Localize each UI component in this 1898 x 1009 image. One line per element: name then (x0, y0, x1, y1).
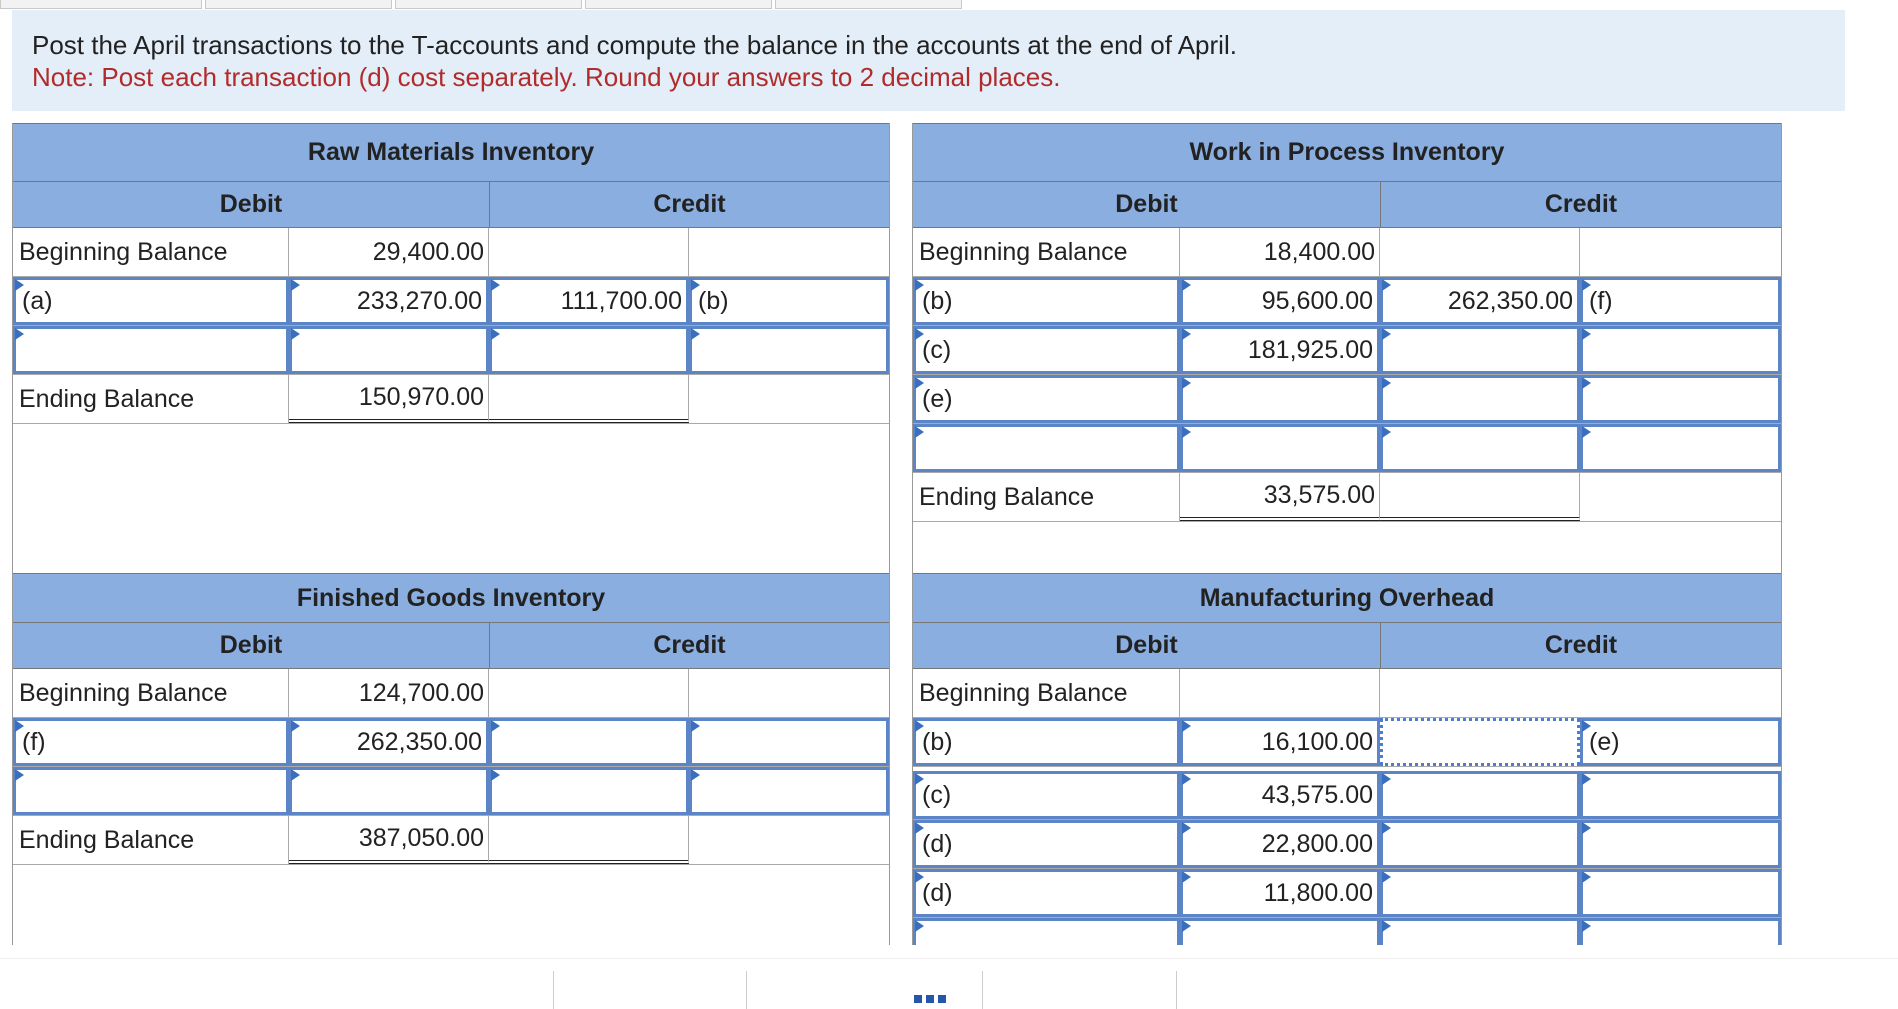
debit-label-input[interactable]: (f) (13, 718, 289, 766)
ending-balance-credit (489, 816, 689, 864)
debit-heading: Debit (1115, 631, 1178, 659)
debit-credit-header (913, 623, 1781, 669)
account-title: Raw Materials Inventory (13, 123, 889, 182)
credit-label-input[interactable] (1580, 326, 1781, 374)
credit-label-input[interactable] (689, 767, 889, 815)
beginning-balance-debit: 29,400.00 (289, 228, 489, 276)
credit-amount-input[interactable] (1380, 424, 1580, 472)
ending-balance-row (13, 816, 889, 865)
debit-label-input[interactable]: (a) (13, 277, 289, 325)
debit-label-input[interactable] (913, 424, 1180, 472)
empty-cell (489, 228, 689, 276)
transaction-row (913, 277, 1781, 326)
beginning-balance-row (913, 669, 1781, 718)
debit-label-input[interactable]: (b) (913, 277, 1180, 325)
ending-balance-label: Ending Balance (13, 816, 289, 864)
beginning-balance-debit: 18,400.00 (1180, 228, 1380, 276)
beginning-balance-row (13, 669, 889, 718)
debit-amount-input[interactable] (289, 326, 489, 374)
credit-heading: Credit (653, 631, 726, 659)
credit-amount-input[interactable] (1380, 326, 1580, 374)
instruction-note: Note: Post each transaction (d) cost separately. Round your answers to 2 decimal places. (32, 62, 1061, 92)
credit-amount-input[interactable] (1380, 918, 1580, 945)
beginning-balance-debit: 124,700.00 (289, 669, 489, 717)
debit-amount-input[interactable]: 22,800.00 (1180, 820, 1380, 868)
t-account-work-in-process (912, 123, 1782, 573)
empty-cell (689, 228, 889, 276)
credit-label-input[interactable] (1580, 820, 1781, 868)
credit-label-input[interactable]: (f) (1580, 277, 1781, 325)
credit-amount-input[interactable] (489, 767, 689, 815)
debit-label-input[interactable]: (c) (913, 771, 1180, 819)
debit-amount-input[interactable] (289, 767, 489, 815)
transaction-row (13, 767, 889, 816)
debit-credit-header (13, 182, 889, 228)
account-title: Manufacturing Overhead (913, 573, 1781, 623)
debit-label-input[interactable]: (d) (913, 869, 1180, 917)
credit-label-input[interactable] (1580, 424, 1781, 472)
beginning-balance-row (13, 228, 889, 277)
tab[interactable] (0, 0, 202, 9)
empty-cell (489, 669, 689, 717)
ending-balance-label: Ending Balance (913, 473, 1180, 521)
debit-credit-header (913, 182, 1781, 228)
credit-label-input[interactable] (1580, 918, 1781, 945)
ending-balance-debit: 150,970.00 (289, 375, 489, 423)
ending-balance-row (913, 473, 1781, 522)
credit-label-input[interactable] (1580, 771, 1781, 819)
debit-amount-input[interactable]: 16,100.00 (1180, 718, 1380, 766)
credit-heading: Credit (1544, 190, 1618, 218)
credit-amount-input[interactable]: 262,350.00 (1380, 277, 1580, 325)
transaction-row (913, 326, 1781, 375)
credit-amount-input[interactable] (1380, 771, 1580, 819)
credit-label-input[interactable] (1580, 375, 1781, 423)
transaction-row (913, 375, 1781, 424)
credit-amount-input[interactable] (1380, 869, 1580, 917)
beginning-balance-debit (1180, 669, 1380, 717)
ending-balance-row (13, 375, 889, 424)
debit-amount-input[interactable] (1180, 918, 1380, 945)
debit-label-input[interactable]: (d) (913, 820, 1180, 868)
debit-amount-input[interactable]: 262,350.00 (289, 718, 489, 766)
debit-label-input[interactable] (13, 326, 289, 374)
debit-heading: Debit (1115, 190, 1178, 218)
debit-amount-input[interactable]: 43,575.00 (1180, 771, 1380, 819)
tab[interactable] (585, 0, 772, 9)
debit-amount-input[interactable]: 11,800.00 (1180, 869, 1380, 917)
instructions-box (12, 10, 1845, 111)
credit-amount-input[interactable] (489, 718, 689, 766)
transaction-row (13, 718, 889, 767)
beginning-balance-label: Beginning Balance (913, 228, 1180, 276)
transaction-row (913, 869, 1781, 918)
account-title: Finished Goods Inventory (13, 573, 889, 623)
credit-label-input[interactable] (1580, 869, 1781, 917)
debit-label-input[interactable] (913, 918, 1180, 945)
transaction-row (13, 277, 889, 326)
empty-cell (1380, 228, 1580, 276)
debit-amount-input[interactable]: 95,600.00 (1180, 277, 1380, 325)
instruction-text: Post the April transactions to the T-accounts and compute the balance in the accounts at the end of April. (32, 30, 1237, 60)
t-account-finished-goods (12, 573, 890, 945)
tab-strip (0, 0, 1845, 8)
transaction-row-partial (913, 918, 1781, 945)
credit-amount-input[interactable] (1380, 820, 1580, 868)
credit-amount-input[interactable]: 111,700.00 (489, 277, 689, 325)
t-account-raw-materials (12, 123, 890, 573)
debit-label-input[interactable]: (b) (913, 718, 1180, 766)
credit-label-input[interactable]: (e) (1580, 718, 1781, 766)
debit-amount-input[interactable] (1180, 375, 1380, 423)
tab[interactable] (205, 0, 392, 9)
credit-heading: Credit (1544, 631, 1618, 659)
t-account-manufacturing-overhead (912, 573, 1782, 945)
beginning-balance-label: Beginning Balance (913, 669, 1180, 717)
credit-amount-input[interactable] (489, 326, 689, 374)
transaction-row (13, 326, 889, 375)
transaction-row (913, 424, 1781, 473)
empty-cell (1380, 669, 1781, 717)
credit-amount-input[interactable] (1380, 375, 1580, 423)
debit-credit-header (13, 623, 889, 669)
credit-label-input[interactable] (689, 326, 889, 374)
ending-balance-label: Ending Balance (13, 375, 289, 423)
credit-heading: Credit (653, 190, 726, 218)
credit-label-input[interactable]: (b) (689, 277, 889, 325)
empty-cell (689, 669, 889, 717)
tab[interactable] (775, 0, 962, 9)
ending-balance-credit (489, 375, 689, 423)
beginning-balance-row (913, 228, 1781, 277)
account-title: Work in Process Inventory (913, 123, 1781, 182)
debit-label-input[interactable]: (c) (913, 326, 1180, 374)
beginning-balance-label: Beginning Balance (13, 228, 289, 276)
transaction-row (913, 771, 1781, 820)
debit-heading: Debit (219, 190, 283, 218)
credit-label-input[interactable] (689, 718, 889, 766)
debit-amount-input[interactable] (1180, 424, 1380, 472)
debit-label-input[interactable] (13, 767, 289, 815)
transaction-row (913, 718, 1781, 767)
debit-amount-input[interactable]: 181,925.00 (1180, 326, 1380, 374)
beginning-balance-label: Beginning Balance (13, 669, 289, 717)
tab[interactable] (395, 0, 582, 9)
transaction-row (913, 820, 1781, 869)
empty-cell (1580, 228, 1781, 276)
question-grid-icon[interactable] (914, 995, 950, 1009)
ending-balance-debit: 33,575.00 (1180, 473, 1380, 521)
ending-balance-debit: 387,050.00 (289, 816, 489, 864)
question-navigation (0, 958, 1898, 1009)
debit-heading: Debit (219, 631, 283, 659)
credit-amount-input-focused[interactable] (1380, 718, 1580, 766)
debit-amount-input[interactable]: 233,270.00 (289, 277, 489, 325)
debit-label-input[interactable]: (e) (913, 375, 1180, 423)
ending-balance-credit (1380, 473, 1580, 521)
